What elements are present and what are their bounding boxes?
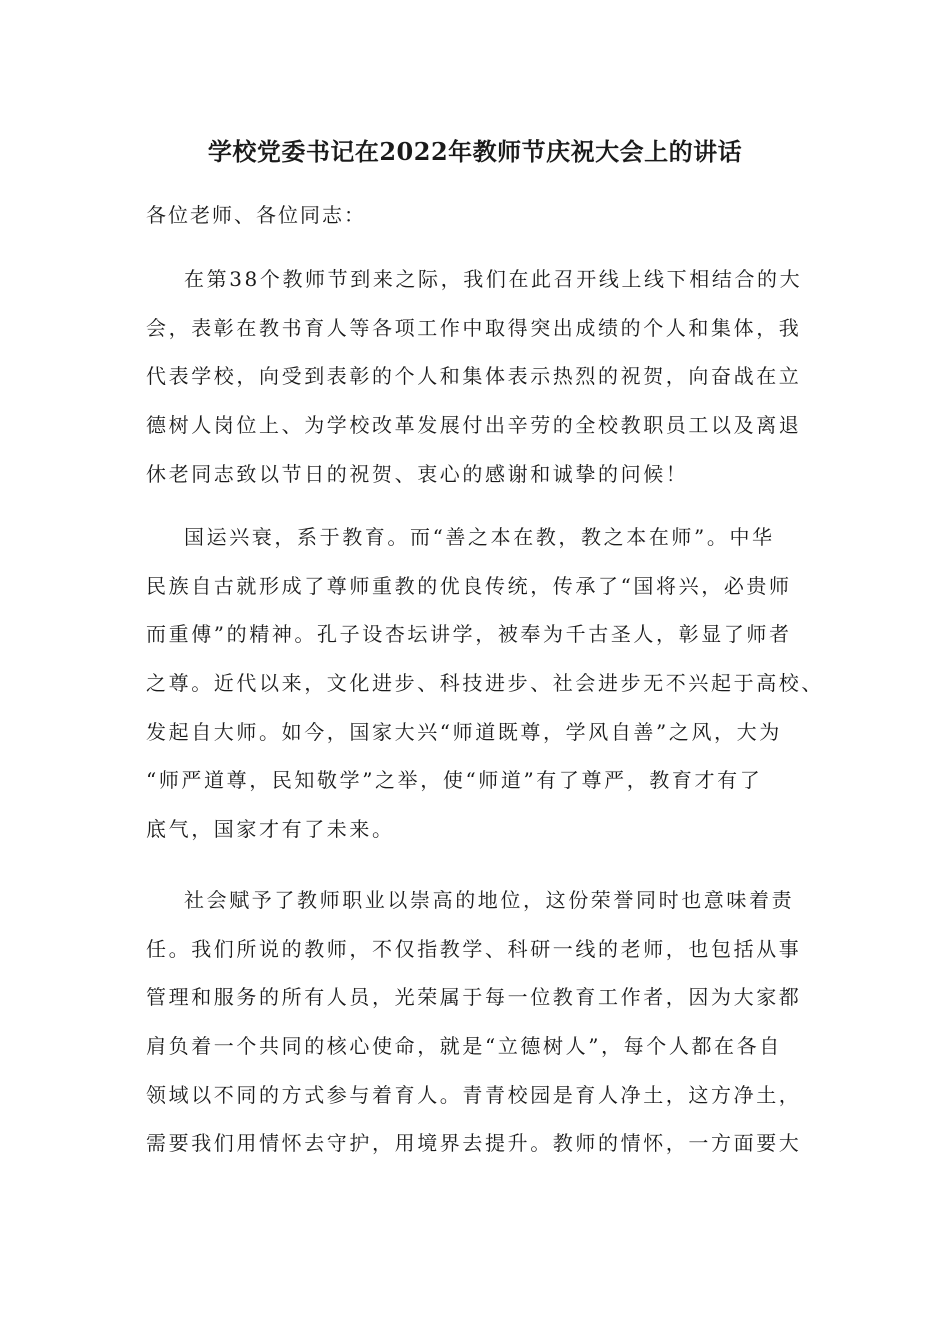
paragraph-line: 之尊。近代以来，文化进步、科技进步、社会进步无不兴起于高校、	[146, 671, 824, 696]
paragraph-line: 底气，国家才有了未来。	[146, 817, 395, 842]
paragraph-1	[146, 255, 836, 498]
paragraph-line: 休老同志致以节日的祝贺、衷心的感谢和诚挚的问候！	[146, 461, 689, 486]
paragraph-line: 肩负着一个共同的核心使命，就是“立德树人”，每个人都在各自	[146, 1034, 782, 1059]
paragraph-line: 国运兴衰，系于教育。而“善之本在教，教之本在师”。中华	[184, 525, 775, 549]
paragraph-line: 发起自大师。如今，国家大兴“师道既尊，学风自善”之风，大为	[146, 719, 782, 744]
paragraph-line: 民族自古就形成了尊师重教的优良传统，传承了“国将兴，必贵师	[146, 573, 792, 598]
paragraph-line: 社会赋予了教师职业以崇高的地位，这份荣誉同时也意味着责	[184, 888, 795, 912]
paragraph-line: 管理和服务的所有人员，光荣属于每一位教育工作者，因为大家都	[146, 985, 802, 1010]
document-title: 学校党委书记在2022年教师节庆祝大会上的讲话	[207, 137, 743, 166]
paragraph-line: 会，表彰在教书育人等各项工作中取得突出成绩的个人和集体，我	[146, 315, 802, 340]
paragraph-3	[146, 876, 836, 1168]
paragraph-line: 需要我们用情怀去守护，用境界去提升。教师的情怀，一方面要大	[146, 1131, 802, 1156]
paragraph-line: 代表学校，向受到表彰的个人和集体表示热烈的祝贺，向奋战在立	[146, 364, 802, 389]
paragraph-line: 在第38个教师节到来之际，我们在此召开线上线下相结合的大	[184, 267, 803, 291]
paragraph-line: 德树人岗位上、为学校改革发展付出辛劳的全校教职员工以及离退	[146, 413, 802, 438]
paragraph-line: 而重傅”的精神。孔子设杏坛讲学，被奉为千古圣人，彰显了师者	[146, 622, 792, 647]
paragraph-line: 领域以不同的方式参与着育人。青青校园是育人净土，这方净土，	[146, 1082, 802, 1107]
paragraph-line: 任。我们所说的教师，不仅指教学、科研一线的老师，也包括从事	[146, 936, 802, 961]
paragraph-line: “师严道尊，民知敬学”之举，使“师道”有了尊严，教育才有了	[146, 768, 763, 793]
greeting-line: 各位老师、各位同志：	[146, 203, 366, 227]
paragraph-2	[146, 513, 836, 854]
